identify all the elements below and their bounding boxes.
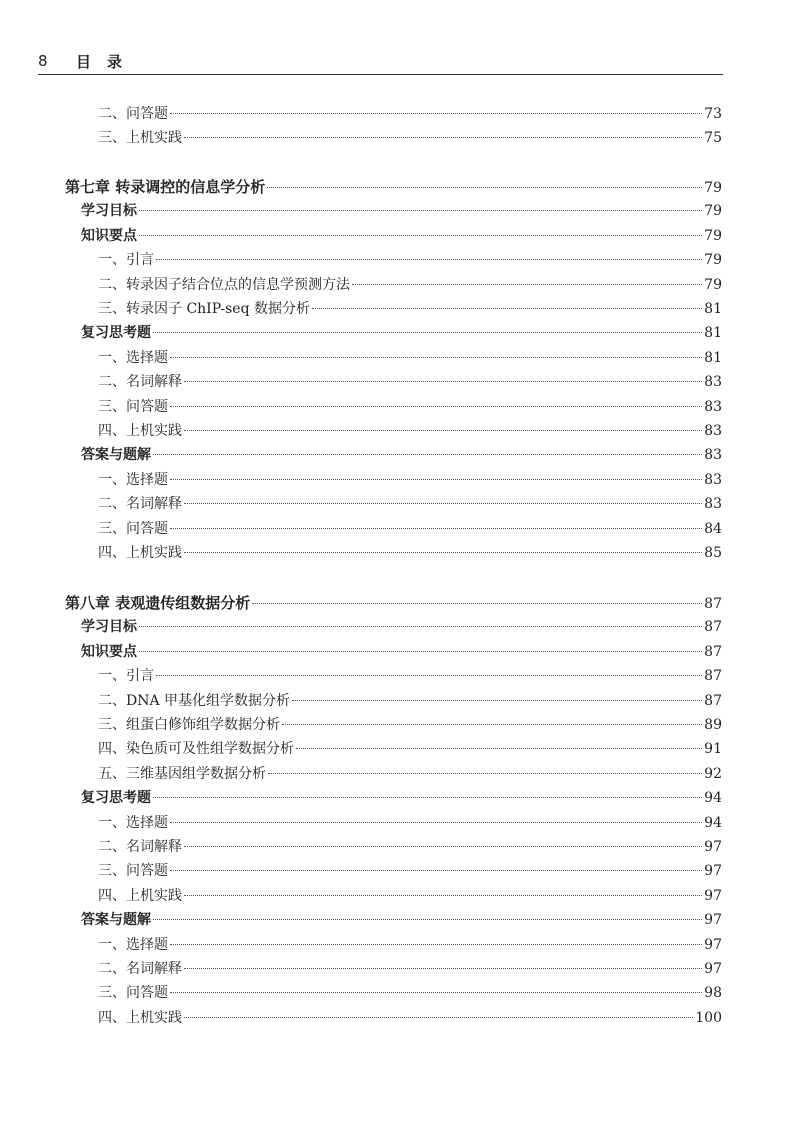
toc-entry-title: 三、问答题 <box>98 985 168 1002</box>
toc-section-entry[interactable] <box>81 200 722 222</box>
toc-subsection-entry[interactable] <box>98 469 722 491</box>
toc-entry-page: 87 <box>704 668 722 685</box>
toc-entry-page: 83 <box>704 447 722 464</box>
toc-entry-title: 知识要点 <box>81 643 137 660</box>
dot-leader <box>252 602 702 604</box>
toc-entry-page: 87 <box>704 619 722 636</box>
toc-entry-title: 复习思考题 <box>81 790 151 807</box>
toc-entry-title: 学习目标 <box>81 619 137 636</box>
toc-entry-page: 89 <box>704 717 722 733</box>
dot-leader <box>184 136 702 138</box>
toc-entry-title: 二、问答题 <box>98 106 168 122</box>
toc-entry-page: 81 <box>704 301 722 317</box>
toc-entry-title: 四、上机实践 <box>98 423 182 439</box>
dot-leader <box>153 796 702 798</box>
toc-entry-title: 一、引言 <box>98 252 154 269</box>
toc-subsection-entry[interactable] <box>98 665 722 687</box>
toc-entry-title: 复习思考题 <box>81 325 151 342</box>
toc-entry-title: 二、名词解释 <box>98 496 182 513</box>
dot-leader <box>184 967 702 969</box>
dot-leader <box>170 112 702 114</box>
dot-leader <box>156 674 702 676</box>
toc-subsection-entry[interactable] <box>98 493 722 515</box>
toc-subsection-entry[interactable] <box>98 982 722 1004</box>
toc-entry-title: 第七章 转录调控的信息学分析 <box>65 178 266 196</box>
toc-entry-page: 79 <box>704 227 722 244</box>
toc-subsection-entry[interactable] <box>98 763 722 785</box>
dot-leader <box>268 772 702 774</box>
dot-leader <box>282 723 702 725</box>
dot-leader <box>184 502 702 504</box>
dot-leader <box>139 234 702 236</box>
toc-entry-page: 75 <box>704 130 722 147</box>
toc-entry-page: 87 <box>704 596 722 612</box>
dot-leader <box>170 405 702 407</box>
dot-leader <box>296 747 702 749</box>
dot-leader <box>156 258 702 260</box>
toc-entry-title: 一、选择题 <box>98 814 168 831</box>
toc-subsection-entry[interactable] <box>98 714 722 736</box>
toc-entry-page: 87 <box>704 692 722 709</box>
toc-subsection-entry[interactable] <box>98 347 722 369</box>
toc-subsection-entry[interactable] <box>98 836 722 858</box>
toc-entry-title: 三、组蛋白修饰组学数据分析 <box>98 717 280 733</box>
toc-subsection-entry[interactable] <box>98 298 722 320</box>
toc-entry-title: 三、问答题 <box>98 398 168 415</box>
toc-subsection-entry[interactable] <box>98 860 722 882</box>
page-number: 8 <box>38 52 48 70</box>
toc-entry-page: 92 <box>704 765 722 782</box>
toc-entry-page: 81 <box>704 349 722 366</box>
toc-entry-page: 79 <box>704 203 722 220</box>
dot-leader <box>170 869 702 871</box>
toc-entry-title: 二、转录因子结合位点的信息学预测方法 <box>98 276 350 293</box>
dot-leader <box>312 307 702 309</box>
toc-section-entry[interactable] <box>81 909 722 931</box>
toc-entry-title: 二、DNA 甲基化组学数据分析 <box>98 692 291 709</box>
toc-entry-title: 四、染色质可及性组学数据分析 <box>98 741 294 758</box>
dot-leader <box>153 331 702 333</box>
toc-entry-page: 98 <box>704 985 722 1002</box>
toc-entry-page: 97 <box>704 887 722 904</box>
toc-chapter-entry[interactable] <box>65 176 722 198</box>
toc-entry-title: 四、上机实践 <box>98 545 182 561</box>
toc-entry-page: 91 <box>704 741 722 758</box>
toc-section-entry[interactable] <box>81 444 722 466</box>
toc-subsection-entry[interactable] <box>98 690 722 712</box>
toc-subsection-entry[interactable] <box>98 812 722 834</box>
toc-entry-page: 83 <box>704 374 722 391</box>
toc-entry-title: 四、上机实践 <box>98 887 182 904</box>
toc-entry-title: 学习目标 <box>81 203 137 220</box>
toc-entry-page: 83 <box>704 471 722 488</box>
toc-subsection-entry[interactable] <box>98 885 722 907</box>
toc-entry-page: 79 <box>704 252 722 269</box>
toc-section-entry[interactable] <box>81 225 722 247</box>
toc-entry-title: 第八章 表观遗传组数据分析 <box>65 594 251 612</box>
dot-leader <box>267 186 702 188</box>
toc-entry-page: 83 <box>704 398 722 415</box>
toc-subsection-entry[interactable] <box>98 420 722 442</box>
toc-subsection-entry[interactable] <box>98 1007 722 1029</box>
toc-entry-page: 73 <box>704 106 722 122</box>
toc-entry-page: 87 <box>704 643 722 660</box>
dot-leader <box>184 1016 693 1018</box>
toc-subsection-entry[interactable] <box>98 274 722 296</box>
toc-section-entry[interactable] <box>81 322 722 344</box>
dot-leader <box>170 991 702 993</box>
toc-entry-title: 一、选择题 <box>98 936 168 953</box>
toc-section-entry[interactable] <box>81 616 722 638</box>
header-title: 目录 <box>76 53 139 71</box>
toc-entry-page: 97 <box>704 863 722 880</box>
toc-subsection-entry[interactable] <box>98 396 722 418</box>
toc-subsection-entry[interactable] <box>98 103 722 125</box>
dot-leader <box>184 380 702 382</box>
toc-entry-title: 五、三维基因组学数据分析 <box>98 765 266 782</box>
dot-leader <box>170 527 702 529</box>
running-header <box>38 50 723 75</box>
toc-subsection-entry[interactable] <box>98 127 722 149</box>
toc-entry-page: 83 <box>704 423 722 439</box>
toc-entry-page: 97 <box>704 961 722 977</box>
toc-entry-title: 答案与题解 <box>81 447 151 464</box>
toc-entry-title: 一、选择题 <box>98 349 168 366</box>
toc-entry-page: 100 <box>695 1009 722 1026</box>
dot-leader <box>184 894 702 896</box>
dot-leader <box>352 283 702 285</box>
dot-leader <box>170 821 702 823</box>
dot-leader <box>170 478 702 480</box>
toc-entry-page: 97 <box>704 839 722 855</box>
toc-entry-page: 79 <box>704 276 722 293</box>
toc-subsection-entry[interactable] <box>98 934 722 956</box>
toc-subsection-entry[interactable] <box>98 738 722 760</box>
toc-entry-title: 三、问答题 <box>98 520 168 537</box>
toc-entry-page: 84 <box>704 520 722 537</box>
toc-entry-page: 97 <box>704 936 722 953</box>
toc-entry-page: 83 <box>704 496 722 513</box>
toc-entry-page: 81 <box>704 325 722 342</box>
toc-section-entry[interactable] <box>81 641 722 663</box>
toc-entry-title: 二、名词解释 <box>98 839 182 855</box>
dot-leader <box>139 209 702 211</box>
toc-entry-page: 94 <box>704 814 722 831</box>
dot-leader <box>184 845 702 847</box>
dot-leader <box>184 551 702 553</box>
dot-leader <box>139 650 702 652</box>
toc-entry-page: 97 <box>704 912 722 929</box>
toc-entry-page: 94 <box>704 790 722 807</box>
toc-entry-page: 85 <box>704 545 722 561</box>
dot-leader <box>153 918 702 920</box>
toc-entry-title: 一、引言 <box>98 668 154 685</box>
toc-entry-title: 知识要点 <box>81 227 137 244</box>
toc-entry-title: 二、名词解释 <box>98 961 182 977</box>
dot-leader <box>292 699 702 701</box>
toc-subsection-entry[interactable] <box>98 958 722 980</box>
dot-leader <box>170 943 702 945</box>
toc-entry-title: 三、问答题 <box>98 863 168 880</box>
toc-entry-title: 一、选择题 <box>98 471 168 488</box>
dot-leader <box>170 356 702 358</box>
toc-subsection-entry[interactable] <box>98 542 722 564</box>
toc-subsection-entry[interactable] <box>98 518 722 540</box>
toc-entry-title: 三、上机实践 <box>98 130 182 147</box>
dot-leader <box>139 625 702 627</box>
toc-section-entry[interactable] <box>81 787 722 809</box>
toc-entry-title: 答案与题解 <box>81 912 151 929</box>
dot-leader <box>153 453 702 455</box>
toc-entry-page: 79 <box>704 180 722 196</box>
dot-leader <box>184 429 702 431</box>
toc-entry-title: 三、转录因子 ChIP-seq 数据分析 <box>98 301 310 317</box>
toc-chapter-entry[interactable] <box>65 592 722 614</box>
toc-subsection-entry[interactable] <box>98 371 722 393</box>
toc-entry-title: 四、上机实践 <box>98 1009 182 1026</box>
toc-subsection-entry[interactable] <box>98 249 722 271</box>
toc-entry-title: 二、名词解释 <box>98 374 182 391</box>
